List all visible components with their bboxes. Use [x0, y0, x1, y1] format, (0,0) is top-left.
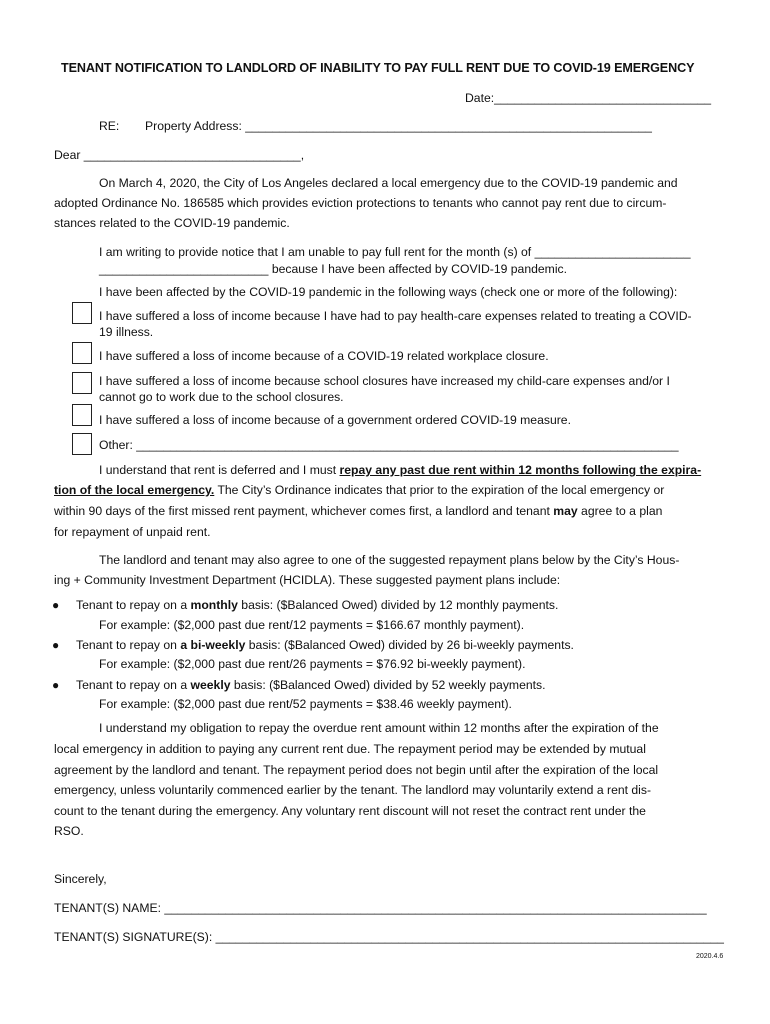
tenant-signature-field[interactable]: TENANT(S) SIGNATURE(S): ___________________________________________________________________________ [54, 930, 724, 944]
version-label: 2020.4.6 [696, 953, 724, 960]
affected-intro: I have been affected by the COVID-19 pandemic in the following ways (check one or more of the following): [99, 285, 678, 299]
property-address-field[interactable]: Property Address: ____________________________________________________________ [145, 119, 652, 133]
checkbox-label-government-measure: I have suffered a loss of income because of a government ordered COVID-19 measure. [99, 413, 571, 427]
salutation-field[interactable]: Dear ________________________________, [54, 148, 305, 162]
other-field[interactable]: Other: ________________________________________________________________________________ [99, 438, 679, 452]
checkbox-other[interactable] [72, 433, 92, 455]
checkbox-label-workplace-closure: I have suffered a loss of income because of a COVID-19 related workplace closure. [99, 349, 549, 363]
closing: Sincerely, [54, 872, 107, 886]
page-title: TENANT NOTIFICATION TO LANDLORD OF INABILITY TO PAY FULL RENT DUE TO COVID-19 EMERGENCY [61, 61, 695, 75]
date-field[interactable]: Date:________________________________ [465, 91, 712, 105]
checkbox-health-care[interactable] [72, 302, 92, 324]
checkbox-workplace-closure[interactable] [72, 342, 92, 364]
tenant-name-field[interactable]: TENANT(S) NAME: ________________________________________________________________________________ [54, 901, 707, 915]
checkbox-government-measure[interactable] [72, 404, 92, 426]
re-label: RE: [99, 119, 120, 133]
checkbox-school-closures[interactable] [72, 372, 92, 394]
